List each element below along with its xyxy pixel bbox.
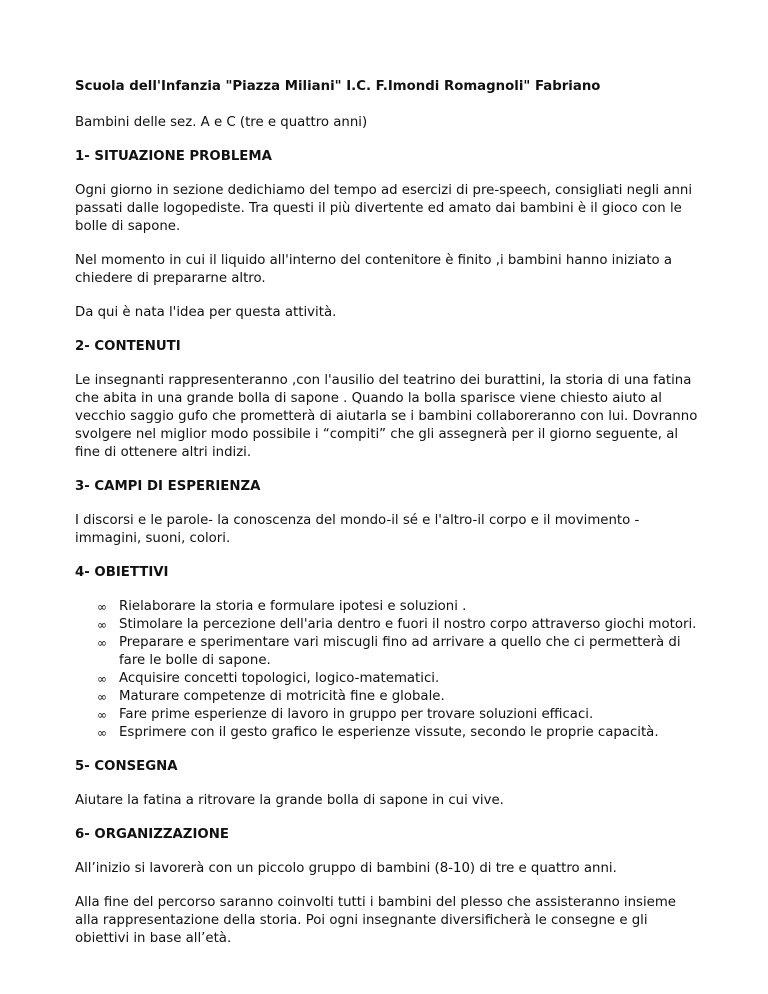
section-heading-organizzazione: 6- ORGANIZZAZIONE	[75, 827, 229, 842]
section-heading-situazione: 1- SITUAZIONE PROBLEMA	[75, 149, 272, 164]
section-heading-obiettivi: 4- OBIETTIVI	[75, 565, 169, 580]
section-heading-campi: 3- CAMPI DI ESPERIENZA	[75, 479, 261, 494]
list-item-text: Maturare competenze di motricità fine e globale.	[119, 689, 445, 704]
document-page	[75, 78, 700, 964]
infinity-bullet-icon: ∞	[97, 600, 107, 614]
section-heading-contenuti: 2- CONTENUTI	[75, 339, 181, 354]
list-item	[75, 724, 700, 742]
list-item	[75, 598, 700, 616]
infinity-bullet-icon: ∞	[97, 726, 107, 740]
section-heading-consegna: 5- CONSEGNA	[75, 759, 178, 774]
list-item	[75, 706, 700, 724]
infinity-bullet-icon: ∞	[97, 636, 107, 650]
paragraph: Aiutare la fatina a ritrovare la grande bolla di sapone in cui vive.	[75, 793, 504, 808]
document-title: Scuola dell'Infanzia "Piazza Miliani" I.C. F.Imondi Romagnoli" Fabriano	[75, 79, 601, 94]
paragraph: Le insegnanti rappresenteranno ,con l'ausilio del teatrino dei burattini, la storia di una fatina che abita in una grande bolla di sapone . Quando la bolla sparisce viene chiesto aiuto al vecchio saggio gufo che prometterà di aiutarla se i bambini collaboreranno con lui. Dovranno svolgere nel miglior modo possibile i “compiti” che gli assegnerà per il giorno seguente, al fine di ottenere altri indizi.	[75, 373, 698, 460]
list-item-text: Acquisire concetti topologici, logico-matematici.	[119, 671, 440, 686]
paragraph: Ogni giorno in sezione dedichiamo del tempo ad esercizi di pre-speech, consigliati negli anni passati dalle logopediste. Tra questi il più divertente ed amato dai bambini è il gioco con le bolle di sapone.	[75, 183, 693, 234]
paragraph: Nel momento in cui il liquido all'interno del contenitore è finito ,i bambini hanno iniziato a chiedere di prepararne altro.	[75, 253, 673, 286]
list-item	[75, 634, 700, 670]
list-item	[75, 670, 700, 688]
infinity-bullet-icon: ∞	[97, 690, 107, 704]
infinity-bullet-icon: ∞	[97, 618, 107, 632]
list-item	[75, 616, 700, 634]
paragraph: I discorsi e le parole- la conoscenza del mondo-il sé e l'altro-il corpo e il movimento - immagini, suoni, colori.	[75, 513, 640, 546]
infinity-bullet-icon: ∞	[97, 672, 107, 686]
paragraph: Alla fine del percorso saranno coinvolti tutti i bambini del plesso che assisteranno insieme alla rappresentazione della storia. Poi ogni insegnante diversificherà le consegne e gli obiettivi in base all’età.	[75, 895, 676, 946]
infinity-bullet-icon: ∞	[97, 708, 107, 722]
list-item	[75, 688, 700, 706]
list-item-text: Esprimere con il gesto grafico le esperienze vissute, secondo le proprie capacità.	[119, 725, 659, 740]
document-subtitle: Bambini delle sez. A e C (tre e quattro anni)	[75, 115, 368, 130]
list-item-text: Fare prime esperienze di lavoro in gruppo per trovare soluzioni efficaci.	[119, 707, 594, 722]
paragraph: Da qui è nata l'idea per questa attività.	[75, 305, 337, 320]
list-item-text: Rielaborare la storia e formulare ipotesi e soluzioni .	[119, 599, 467, 614]
objectives-list	[75, 598, 700, 742]
paragraph: All’inizio si lavorerà con un piccolo gruppo di bambini (8-10) di tre e quattro anni.	[75, 861, 617, 876]
list-item-text: Preparare e sperimentare vari miscugli fino ad arrivare a quello che ci permetterà di fare le bolle di sapone.	[119, 635, 681, 668]
list-item-text: Stimolare la percezione dell'aria dentro e fuori il nostro corpo attraverso giochi motori.	[119, 617, 697, 632]
